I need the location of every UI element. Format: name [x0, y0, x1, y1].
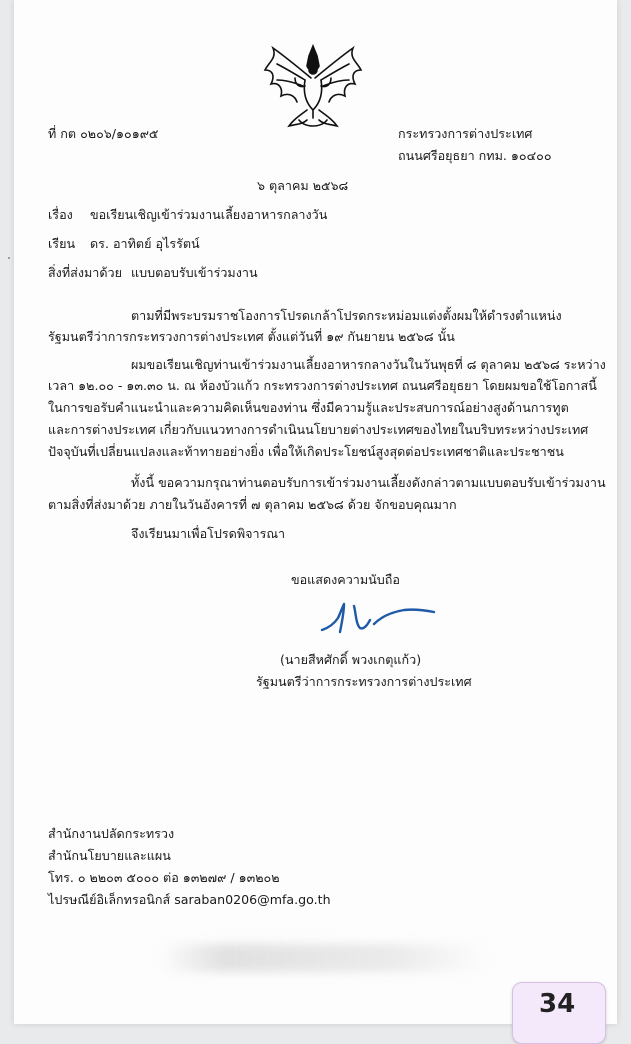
signer-name: (นายสีหศักดิ์ พวงเกตุแก้ว) — [280, 652, 422, 667]
paragraph-3-line: ทั้งนี้ ขอความกรุณาท่านตอบรับการเข้าร่วมงานเลี้ยงดังกล่าวตามแบบตอบรับเข้าร่วมงาน — [131, 475, 606, 490]
letter-page — [14, 0, 617, 1024]
subject-text: ขอเรียนเชิญเข้าร่วมงานเลี้ยงอาหารกลางวัน — [90, 207, 328, 222]
issuer-name: กระทรวงการต่างประเทศ — [398, 126, 533, 141]
recipient-label: เรียน — [48, 236, 76, 251]
paragraph-3-line: ตามสิ่งที่ส่งมาด้วย ภายในวันอังคารที่ ๗ ตุลาคม ๒๕๖๘ ด้วย จักขอบคุณมาก — [48, 497, 457, 512]
recipient-name: ดร. อาทิตย์ อุไรรัตน์ — [90, 236, 200, 251]
enclosure-label: สิ่งที่ส่งมาด้วย — [48, 265, 122, 280]
letter-date: ๖ ตุลาคม ๒๕๖๘ — [257, 178, 349, 193]
footer-department-1: สำนักงานปลัดกระทรวง — [48, 826, 175, 841]
subject-label: เรื่อง — [48, 207, 73, 222]
paragraph-1-line: รัฐมนตรีว่าการกระทรวงการต่างประเทศ ตั้งแต่วันที่ ๑๙ กันยายน ๒๕๖๘ นั้น — [48, 329, 455, 344]
paragraph-2-line: ผมขอเรียนเชิญท่านเข้าร่วมงานเลี้ยงอาหารกลางวันในวันพุธที่ ๘ ตุลาคม ๒๕๖๘ ระหว่าง — [131, 357, 606, 372]
issuer-address: ถนนศรีอยุธยา กทม. ๑๐๔๐๐ — [398, 148, 552, 163]
closing-phrase: ขอแสดงความนับถือ — [291, 572, 400, 587]
signer-title: รัฐมนตรีว่าการกระทรวงการต่างประเทศ — [256, 674, 472, 689]
reference-number: ที่ กต ๐๒๐๖/๑๐๑๙๕ — [48, 126, 159, 141]
page-number-text: 34 — [539, 989, 576, 1019]
page-number-badge[interactable] — [512, 982, 606, 1044]
enclosure-text: แบบตอบรับเข้าร่วมงาน — [131, 265, 258, 280]
paragraph-4: จึงเรียนมาเพื่อโปรดพิจารณา — [131, 526, 286, 541]
smudge-mark — [159, 944, 489, 972]
handwritten-signature-icon — [316, 594, 446, 640]
paragraph-2-line: ในการขอรับคำแนะนำและความคิดเห็นของท่าน ซึ่งมีความรู้และประสบการณ์อย่างสูงด้านการทูต — [48, 400, 569, 415]
stray-dot — [8, 257, 10, 259]
paragraph-2-line: และการต่างประเทศ เกี่ยวกับแนวทางการดำเนินนโยบายต่างประเทศของไทยในบริบทระหว่างประเทศ — [48, 422, 589, 437]
footer-department-2: สำนักนโยบายและแผน — [48, 848, 171, 863]
paragraph-2-line: ปัจจุบันที่เปลี่ยนแปลงและท้าทายอย่างยิ่ง เพื่อให้เกิดประโยชน์สูงสุดต่อประเทศชาติและประชาชน — [48, 444, 564, 459]
garuda-emblem-icon — [259, 40, 367, 132]
paragraph-2-line: เวลา ๑๒.๐๐ - ๑๓.๓๐ น. ณ ห้องบัวแก้ว กระทรวงการต่างประเทศ ถนนศรีอยุธยา โดยผมขอใช้โอกาสนี้ — [48, 378, 597, 393]
footer-phone: โทร. ๐ ๒๒๐๓ ๕๐๐๐ ต่อ ๑๓๒๗๙ / ๑๓๒๐๒ — [48, 870, 280, 885]
paragraph-1-line: ตามที่มีพระบรมราชโองการโปรดเกล้าโปรดกระหม่อมแต่งตั้งผมให้ดำรงตำแหน่ง — [131, 308, 562, 323]
footer-email: ไปรษณีย์อิเล็กทรอนิกส์ saraban0206@mfa.go.th — [48, 892, 331, 907]
